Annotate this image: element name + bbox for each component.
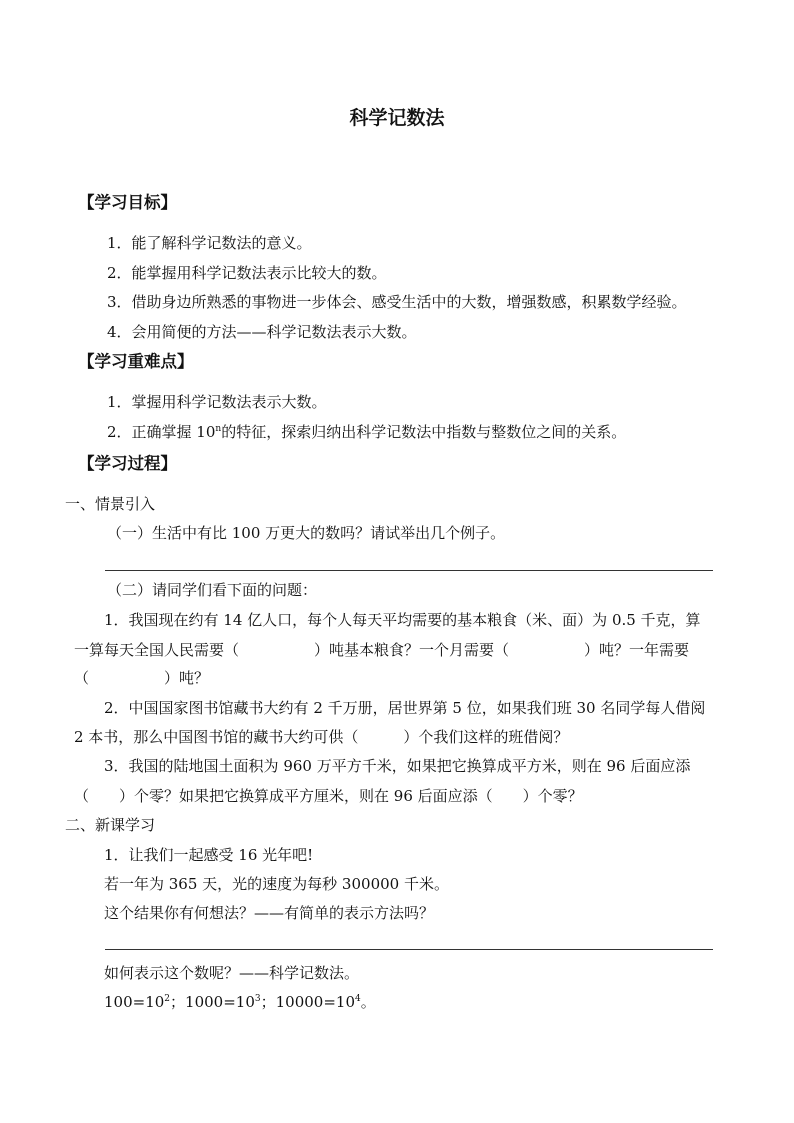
key-point-item-2-pre: 2．正确掌握 10: [107, 423, 216, 441]
answer-line-1: [105, 570, 713, 571]
problem-2-line-2: 2 本书，那么中国图书馆的藏书大约可供（ ）个我们这样的班借阅？: [74, 728, 569, 746]
key-point-item-2: [107, 422, 626, 442]
key-point-item-1: 1．掌握用科学记数法表示大数。: [107, 393, 327, 411]
power-example-a-exponent: 2: [164, 994, 171, 1004]
key-points-heading: 【学习重难点】: [78, 352, 194, 371]
section2-title: 二、新课学习: [65, 816, 156, 834]
section2-line-3: 这个结果你有何想法？——有简单的表示方法吗？: [104, 904, 435, 922]
power-example-b-exponent: 3: [254, 994, 261, 1004]
problem-1-line-1: 1．我国现在约有 14 亿人口，每个人每天平均需要的基本粮食（米、面）为 0.5 千克，算: [104, 611, 701, 629]
process-heading: 【学习过程】: [78, 454, 177, 473]
section2-line-1: 1．让我们一起感受 16 光年吧!: [104, 846, 314, 864]
problem-1-line-2: 一算每天全国人民需要（ ）吨基本粮食？一个月需要（ ）吨？一年需要: [74, 641, 690, 659]
key-point-item-2-exponent: n: [215, 424, 222, 434]
key-point-item-2-post: 的特征，探索归纳出科学记数法中指数与整数位之间的关系。: [221, 423, 627, 441]
problem-2-line-1: 2．中国国家图书馆藏书大约有 2 千万册，居世界第 5 位，如果我们班 30 名同学每人借阅: [104, 699, 706, 717]
objective-item-1: 1．能了解科学记数法的意义。: [107, 234, 312, 252]
section1-title: 一、情景引入: [65, 495, 156, 513]
section1-question-2: （二）请同学们看下面的问题：: [107, 581, 318, 599]
document-title: 科学记数法: [349, 107, 445, 129]
power-example-a: 100=10: [104, 993, 165, 1011]
problem-3-line-2: （ ）个零？如果把它换算成平方厘米，则在 96 后面应添（ ）个零？: [74, 787, 583, 805]
power-example-b: ；1000=10: [170, 993, 255, 1011]
section2-line-2: 若一年为 365 天，光的速度为每秒 300000 千米。: [104, 875, 449, 893]
power-example-c-exponent: 4: [354, 994, 361, 1004]
problem-3-line-1: 3．我国的陆地国土面积为 960 万平方千米，如果把它换算成平方米，则在 96 后面应添: [104, 757, 691, 775]
power-example-end: 。: [360, 993, 376, 1011]
section2-line-4: 如何表示这个数呢？——科学记数法。: [104, 964, 360, 982]
section1-question-1: （一）生活中有比 100 万更大的数吗？请试举出几个例子。: [107, 524, 506, 542]
problem-1-line-3: （ ）吨？: [74, 669, 210, 687]
objective-item-4: 4．会用简便的方法——科学记数法表示大数。: [107, 323, 417, 341]
objectives-heading: 【学习目标】: [78, 193, 177, 212]
objective-item-2: 2．能掌握用科学记数法表示比较大的数。: [107, 264, 387, 282]
objective-item-3: 3．借助身边所熟悉的事物进一步体会、感受生活中的大数，增强数感，积累数学经验。: [107, 293, 687, 311]
answer-line-2: [105, 949, 713, 950]
power-example-c: ；10000=10: [260, 993, 355, 1011]
powers-of-ten-examples: [104, 992, 376, 1012]
